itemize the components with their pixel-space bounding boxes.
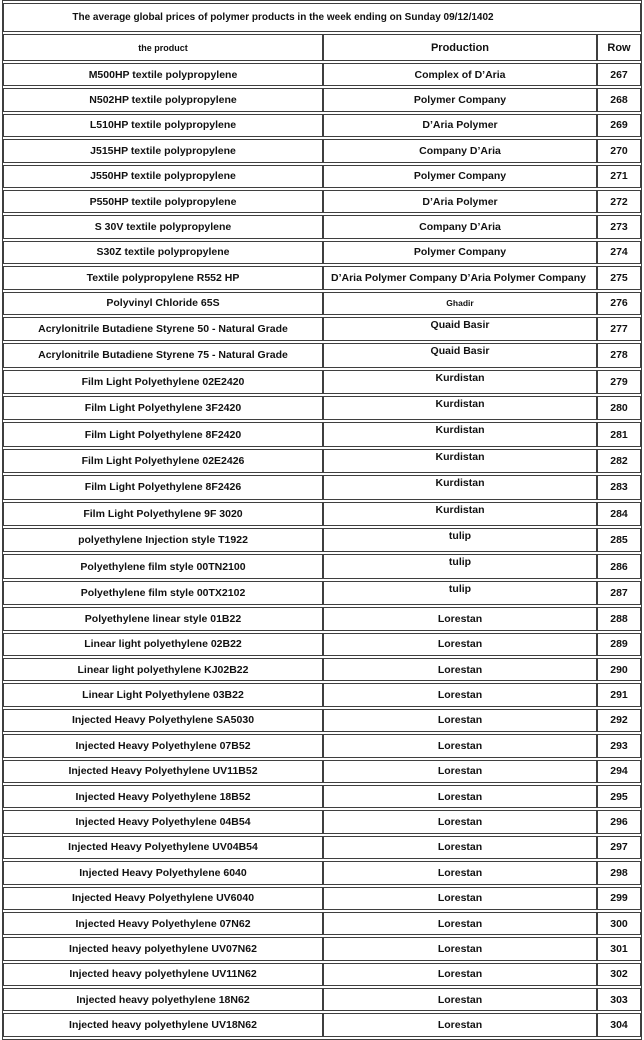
production-cell: Kurdistan — [323, 449, 597, 473]
production-cell: Lorestan — [323, 810, 597, 833]
production-cell: Lorestan — [323, 836, 597, 859]
table-row — [3, 658, 641, 681]
row-number-cell: 282 — [597, 449, 641, 473]
product-cell: N502HP textile polypropylene — [3, 88, 323, 111]
production-cell: Quaid Basir — [323, 343, 597, 367]
row-number-cell: 296 — [597, 810, 641, 833]
polymer-prices-table — [2, 0, 642, 1040]
production-cell: Lorestan — [323, 633, 597, 656]
production-cell: Lorestan — [323, 734, 597, 757]
row-number-cell: 289 — [597, 633, 641, 656]
product-cell: S30Z textile polypropylene — [3, 241, 323, 264]
production-cell: Polymer Company — [323, 88, 597, 111]
table-row — [3, 215, 641, 238]
product-cell: Injected heavy polyethylene UV11N62 — [3, 963, 323, 986]
product-cell: Film Light Polyethylene 8F2420 — [3, 422, 323, 446]
table-title: The average global prices of polymer products in the week ending on Sunday 09/12/1402 — [3, 3, 641, 32]
production-cell: Lorestan — [323, 760, 597, 783]
product-cell: Injected heavy polyethylene UV18N62 — [3, 1013, 323, 1036]
product-cell: Acrylonitrile Butadiene Styrene 50 - Natural Grade — [3, 317, 323, 341]
table-row — [3, 709, 641, 732]
production-cell: Company D’Aria — [323, 139, 597, 162]
product-cell: Injected Heavy Polyethylene UV11B52 — [3, 760, 323, 783]
product-cell: Film Light Polyethylene 02E2426 — [3, 449, 323, 473]
row-number-cell: 302 — [597, 963, 641, 986]
table-row — [3, 633, 641, 656]
product-cell: Injected heavy polyethylene 18N62 — [3, 988, 323, 1011]
row-number-cell: 294 — [597, 760, 641, 783]
production-cell: Kurdistan — [323, 396, 597, 420]
product-cell: Injected Heavy Polyethylene UV04B54 — [3, 836, 323, 859]
production-cell: Kurdistan — [323, 502, 597, 526]
row-number-cell: 301 — [597, 937, 641, 960]
table-row — [3, 554, 641, 578]
product-cell: Film Light Polyethylene 8F2426 — [3, 475, 323, 499]
product-cell: J515HP textile polypropylene — [3, 139, 323, 162]
row-number-cell: 274 — [597, 241, 641, 264]
row-number-cell: 269 — [597, 114, 641, 137]
production-cell: Lorestan — [323, 709, 597, 732]
table-row — [3, 502, 641, 526]
table-row — [3, 139, 641, 162]
product-cell: Linear light polyethylene KJ02B22 — [3, 658, 323, 681]
row-number-cell: 292 — [597, 709, 641, 732]
header-product: the product — [3, 34, 323, 61]
product-cell: Injected heavy polyethylene UV07N62 — [3, 937, 323, 960]
production-cell: Lorestan — [323, 785, 597, 808]
row-number-cell: 298 — [597, 861, 641, 884]
table-row — [3, 396, 641, 420]
product-cell: J550HP textile polypropylene — [3, 165, 323, 188]
product-cell: Film Light Polyethylene 3F2420 — [3, 396, 323, 420]
production-cell: Kurdistan — [323, 475, 597, 499]
row-number-cell: 268 — [597, 88, 641, 111]
header-row-number: Row — [597, 34, 641, 61]
table-row — [3, 63, 641, 86]
table-row — [3, 734, 641, 757]
row-number-cell: 291 — [597, 683, 641, 706]
product-cell: Injected Heavy Polyethylene 6040 — [3, 861, 323, 884]
table-row — [3, 607, 641, 630]
production-cell: tulip — [323, 528, 597, 552]
production-cell: Complex of D’Aria — [323, 63, 597, 86]
product-cell: Injected Heavy Polyethylene 07N62 — [3, 912, 323, 935]
production-cell: Lorestan — [323, 912, 597, 935]
production-cell: Lorestan — [323, 607, 597, 630]
production-cell: Lorestan — [323, 658, 597, 681]
product-cell: Textile polypropylene R552 HP — [3, 266, 323, 289]
table-row — [3, 449, 641, 473]
row-number-cell: 286 — [597, 554, 641, 578]
row-number-cell: 272 — [597, 190, 641, 213]
row-number-cell: 299 — [597, 887, 641, 910]
row-number-cell: 278 — [597, 343, 641, 367]
table-row — [3, 861, 641, 884]
product-cell: Injected Heavy Polyethylene 07B52 — [3, 734, 323, 757]
product-cell: Injected Heavy Polyethylene 18B52 — [3, 785, 323, 808]
production-cell: Lorestan — [323, 887, 597, 910]
table-row — [3, 963, 641, 986]
table-row — [3, 785, 641, 808]
table-row — [3, 241, 641, 264]
production-cell: Lorestan — [323, 963, 597, 986]
table-row — [3, 683, 641, 706]
production-cell: tulip — [323, 554, 597, 578]
table-row — [3, 165, 641, 188]
table-row — [3, 937, 641, 960]
production-cell: Ghadir — [323, 292, 597, 315]
product-cell: Polyethylene film style 00TN2100 — [3, 554, 323, 578]
product-cell: Film Light Polyethylene 02E2420 — [3, 370, 323, 394]
production-cell: Polymer Company — [323, 241, 597, 264]
row-number-cell: 300 — [597, 912, 641, 935]
row-number-cell: 288 — [597, 607, 641, 630]
production-cell: Quaid Basir — [323, 317, 597, 341]
table-row — [3, 912, 641, 935]
production-cell: Polymer Company — [323, 165, 597, 188]
production-cell: Kurdistan — [323, 422, 597, 446]
table-row — [3, 760, 641, 783]
product-cell: P550HP textile polypropylene — [3, 190, 323, 213]
row-number-cell: 297 — [597, 836, 641, 859]
production-cell: D’Aria Polymer — [323, 190, 597, 213]
product-cell: L510HP textile polypropylene — [3, 114, 323, 137]
row-number-cell: 283 — [597, 475, 641, 499]
table-row — [3, 810, 641, 833]
table-row — [3, 190, 641, 213]
table-row — [3, 422, 641, 446]
table-row — [3, 317, 641, 341]
production-cell: Lorestan — [323, 937, 597, 960]
production-cell: Company D’Aria — [323, 215, 597, 238]
table-row — [3, 581, 641, 605]
production-cell: Lorestan — [323, 1013, 597, 1036]
row-number-cell: 277 — [597, 317, 641, 341]
product-cell: Injected Heavy Polyethylene UV6040 — [3, 887, 323, 910]
production-cell: D’Aria Polymer — [323, 114, 597, 137]
table-row — [3, 114, 641, 137]
product-cell: M500HP textile polypropylene — [3, 63, 323, 86]
row-number-cell: 304 — [597, 1013, 641, 1036]
table-row — [3, 988, 641, 1011]
product-cell: Injected Heavy Polyethylene 04B54 — [3, 810, 323, 833]
product-cell: Polyvinyl Chloride 65S — [3, 292, 323, 315]
row-number-cell: 303 — [597, 988, 641, 1011]
table-row — [3, 836, 641, 859]
table-row — [3, 475, 641, 499]
row-number-cell: 273 — [597, 215, 641, 238]
table-row — [3, 292, 641, 315]
product-cell: Polyethylene linear style 01B22 — [3, 607, 323, 630]
production-cell: D’Aria Polymer Company D’Aria Polymer Company — [323, 266, 597, 289]
row-number-cell: 279 — [597, 370, 641, 394]
product-cell: Linear Light Polyethylene 03B22 — [3, 683, 323, 706]
table-row — [3, 370, 641, 394]
production-cell: Lorestan — [323, 683, 597, 706]
row-number-cell: 270 — [597, 139, 641, 162]
row-number-cell: 290 — [597, 658, 641, 681]
production-cell: Lorestan — [323, 861, 597, 884]
row-number-cell: 295 — [597, 785, 641, 808]
title-row — [3, 3, 641, 32]
row-number-cell: 280 — [597, 396, 641, 420]
product-cell: Linear light polyethylene 02B22 — [3, 633, 323, 656]
table-row — [3, 528, 641, 552]
product-cell: S 30V textile polypropylene — [3, 215, 323, 238]
row-number-cell: 284 — [597, 502, 641, 526]
product-cell: polyethylene Injection style T1922 — [3, 528, 323, 552]
row-number-cell: 285 — [597, 528, 641, 552]
table-row — [3, 88, 641, 111]
table-body — [3, 63, 641, 1037]
production-cell: Lorestan — [323, 988, 597, 1011]
row-number-cell: 281 — [597, 422, 641, 446]
row-number-cell: 271 — [597, 165, 641, 188]
table-row — [3, 266, 641, 289]
product-cell: Acrylonitrile Butadiene Styrene 75 - Natural Grade — [3, 343, 323, 367]
table-row — [3, 887, 641, 910]
row-number-cell: 267 — [597, 63, 641, 86]
row-number-cell: 275 — [597, 266, 641, 289]
row-number-cell: 276 — [597, 292, 641, 315]
row-number-cell: 287 — [597, 581, 641, 605]
table-row — [3, 1013, 641, 1036]
header-row — [3, 34, 641, 61]
product-cell: Film Light Polyethylene 9F 3020 — [3, 502, 323, 526]
row-number-cell: 293 — [597, 734, 641, 757]
table-row — [3, 343, 641, 367]
product-cell: Polyethylene film style 00TX2102 — [3, 581, 323, 605]
product-cell: Injected Heavy Polyethylene SA5030 — [3, 709, 323, 732]
header-production: Production — [323, 34, 597, 61]
production-cell: tulip — [323, 581, 597, 605]
production-cell: Kurdistan — [323, 370, 597, 394]
